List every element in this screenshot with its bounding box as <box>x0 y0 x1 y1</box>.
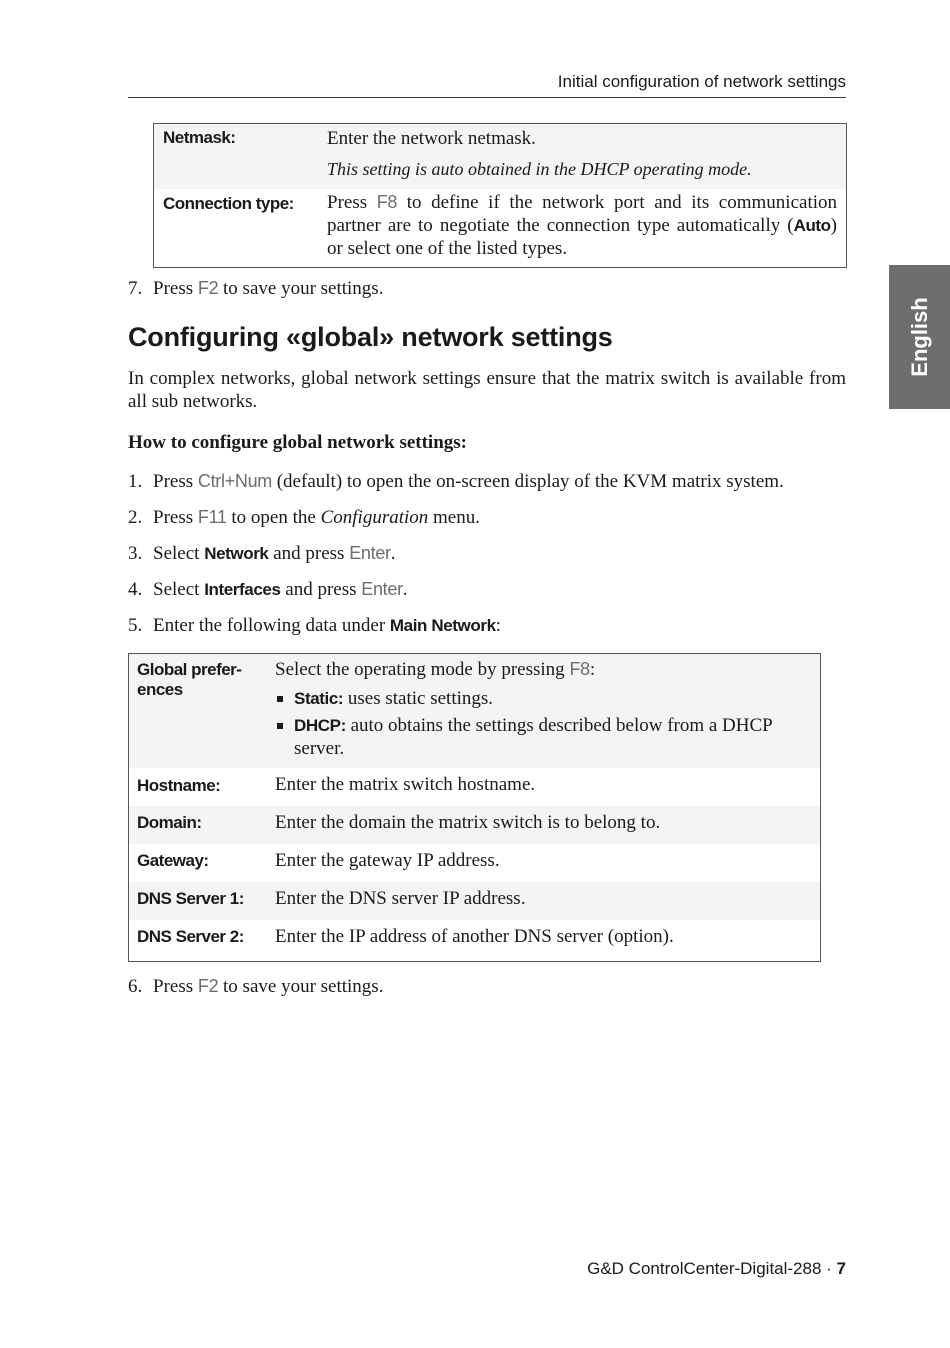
desc-global-preferences: Select the operating mode by pressing F8: Static: uses static settings. DHCP: auto obtains the settings described below from a DHCP server. <box>275 654 821 769</box>
menu-item-network: Network <box>204 544 269 563</box>
key-f2: F2 <box>197 278 219 298</box>
term-connection-type: Connection type: <box>163 194 294 213</box>
key-f2: F2 <box>197 976 219 996</box>
step-5: 5. Enter the following data under Main Network: <box>128 615 501 636</box>
section-title: Configuring «global» network settings <box>128 322 613 352</box>
term-netmask: Netmask: <box>154 124 328 190</box>
desc-gateway: Enter the gateway IP address. <box>275 850 500 871</box>
language-tab-label: English <box>906 297 932 377</box>
step-6: 6. Press F2 to save your settings. <box>128 976 384 997</box>
option-auto: Auto <box>793 216 831 235</box>
list-item-static: Static: uses static settings. <box>275 687 812 710</box>
term-hostname: Hostname: <box>137 776 221 795</box>
language-tab <box>889 265 950 409</box>
running-header: Initial configuration of network settings <box>128 72 846 98</box>
network-settings-table-continued <box>153 123 847 268</box>
term-domain: Domain: <box>129 806 276 844</box>
table-row-netmask <box>154 124 847 190</box>
table-row-domain <box>129 806 821 844</box>
page-footer <box>587 1259 846 1279</box>
table-row-dns-server-1 <box>129 882 821 920</box>
table-row-dns-server-2 <box>129 920 821 962</box>
step-3: 3. Select Network and press Enter. <box>128 543 396 564</box>
table-row-connection-type <box>154 189 847 268</box>
desc-connection-type: Press F8 to define if the network port and its communication partner are to negotiate the connection type automatically (Auto) or select one of the listed types. <box>327 192 837 259</box>
term-dns-server-2: DNS Server 2: <box>137 927 244 946</box>
table-row-gateway <box>129 844 821 882</box>
desc-hostname: Enter the matrix switch hostname. <box>275 774 536 795</box>
desc-dns-server-1: Enter the DNS server IP address. <box>275 882 821 920</box>
footer-product: G&D ControlCenter-Digital-288 · <box>587 1259 837 1278</box>
key-f8: F8 <box>376 192 398 212</box>
table-row-hostname <box>129 768 821 806</box>
term-gateway: Gateway: <box>137 851 209 870</box>
key-f11: F11 <box>197 507 227 527</box>
key-ctrl-num: Ctrl+Num <box>197 471 272 491</box>
key-enter: Enter <box>361 579 403 599</box>
menu-item-interfaces: Interfaces <box>204 580 281 599</box>
howto-heading: How to configure global network settings: <box>128 432 467 453</box>
term-dns-server-1: DNS Server 1: <box>129 882 276 920</box>
table-row-global-preferences <box>129 654 821 769</box>
step-1: 1. Press Ctrl+Num (default) to open the on-screen display of the KVM matrix system. <box>128 471 784 492</box>
menu-configuration: Configuration <box>320 507 429 528</box>
desc-netmask <box>327 124 847 190</box>
key-enter: Enter <box>349 543 391 563</box>
list-item-dhcp: DHCP: auto obtains the settings described below from a DHCP server. <box>275 714 812 760</box>
key-f8: F8 <box>569 659 590 679</box>
global-network-settings-table <box>128 653 821 962</box>
mode-options-list <box>275 687 812 760</box>
step-4: 4. Select Interfaces and press Enter. <box>128 579 408 600</box>
page-number: 7 <box>836 1259 846 1278</box>
section-main-network: Main Network <box>389 616 496 635</box>
section-intro: In complex networks, global network settings ensure that the matrix switch is available from all sub networks. <box>128 368 846 412</box>
step-7: 7. Press F2 to save your settings. <box>128 278 384 299</box>
desc-domain: Enter the domain the matrix switch is to belong to. <box>275 806 821 844</box>
netmask-dhcp-note: This setting is auto obtained in the DHCP operating mode. <box>327 159 752 179</box>
step-2: 2. Press F11 to open the Configuration menu. <box>128 507 480 528</box>
term-global-preferences: Global prefer- ences <box>129 654 276 769</box>
netmask-description: Enter the network netmask. <box>327 128 536 149</box>
desc-dns-server-2: Enter the IP address of another DNS server (option). <box>275 926 674 947</box>
